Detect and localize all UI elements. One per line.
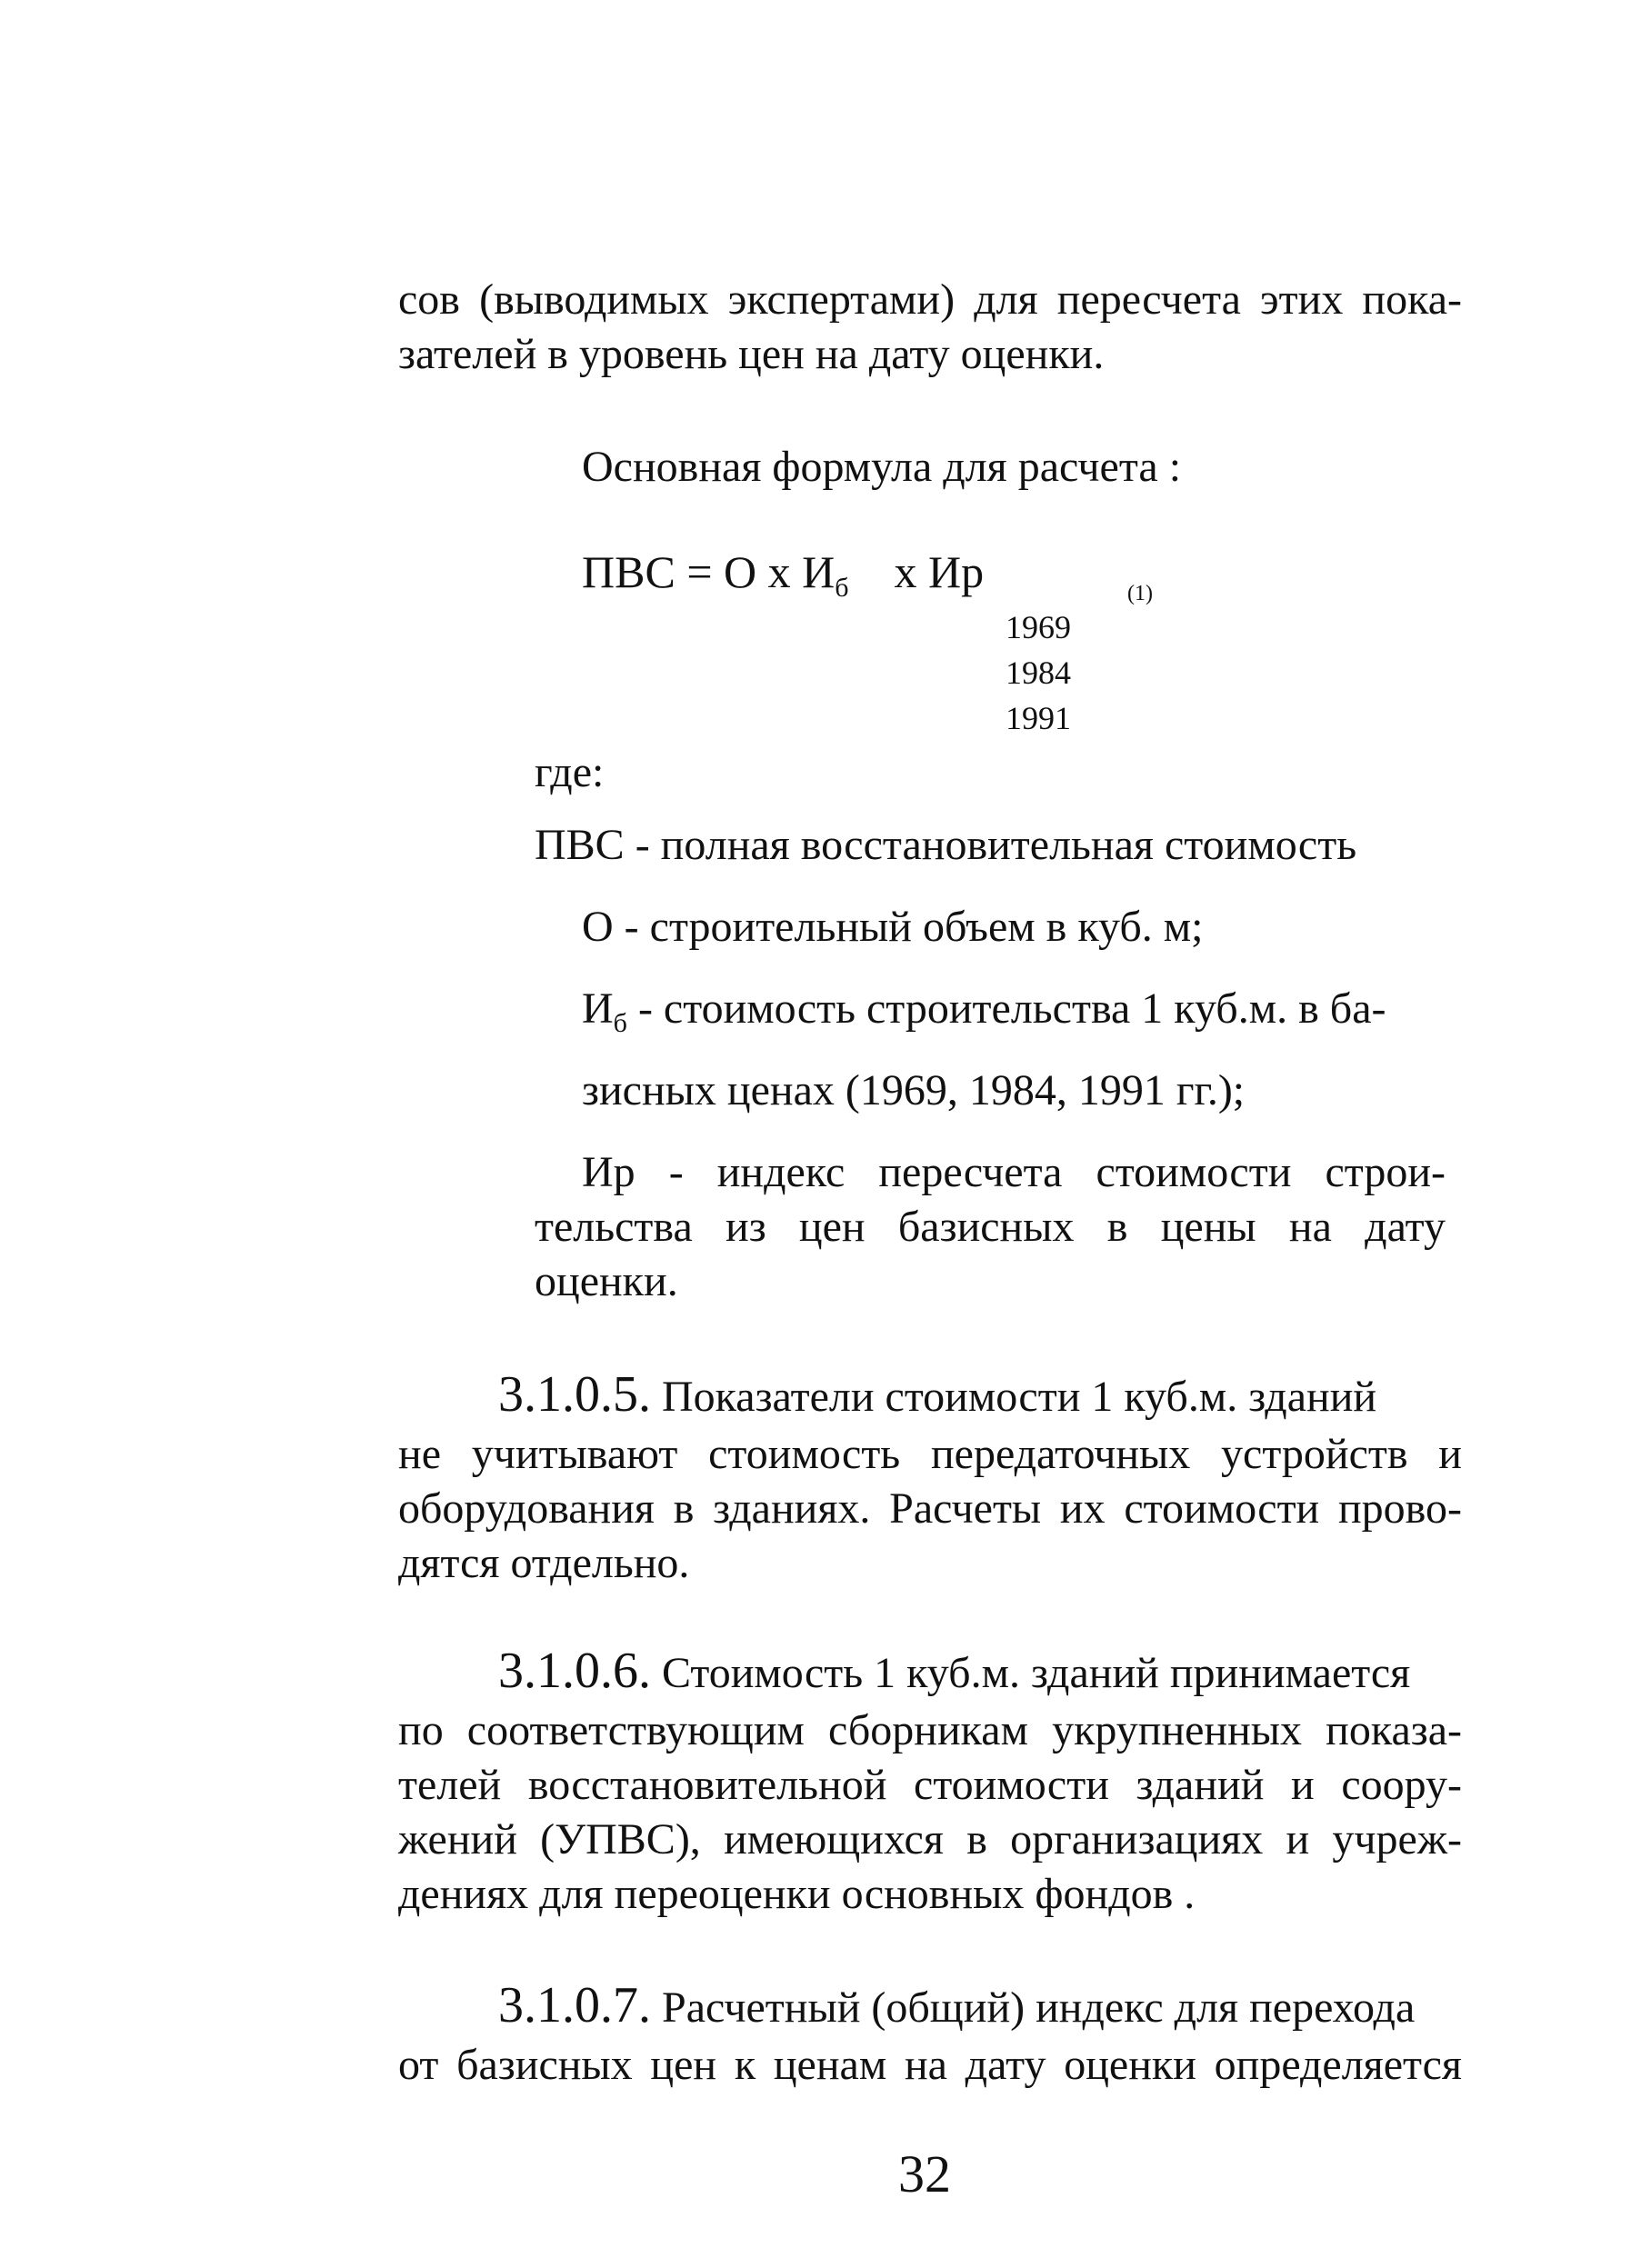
formula-lhs: ПВС <box>582 546 675 597</box>
definition-ib-continuation: зисных ценах (1969, 1984, 1991 гг.); <box>582 1066 1246 1114</box>
formula-year-2: 1984 <box>1006 654 1071 691</box>
paragraph-3-1-0-5-line-4: дятся отдельно. <box>398 1539 690 1587</box>
paragraph-number: 3.1.0.5. <box>498 1366 651 1423</box>
paragraph-3-1-0-6-line-1: 3.1.0.6. Стоимость 1 куб.м. зданий принимается <box>498 1643 1411 1699</box>
paragraph-number: 3.1.0.7. <box>498 1977 651 2033</box>
paragraph-3-1-0-6-line-2: по соответствующим сборникам укрупненных показа- <box>398 1706 1462 1754</box>
formula-year-3: 1991 <box>1006 700 1071 736</box>
paragraph-3-1-0-5-line-3: оборудования в зданиях. Расчеты их стоимости прово- <box>398 1484 1462 1533</box>
formula-eq: = <box>686 546 713 597</box>
paragraph-3-1-0-6-line-3: телей восстановительной стоимости зданий и соору- <box>398 1761 1462 1809</box>
definition-ir-line-1: Ир - индекс пересчета стоимости строи- <box>582 1148 1446 1196</box>
definition-pvs: ПВС - полная восстановительная стоимость <box>535 821 1357 869</box>
paragraph-3-1-0-5-line-1: 3.1.0.5. Показатели стоимости 1 куб.м. зданий <box>498 1366 1377 1423</box>
paragraph-number: 3.1.0.6. <box>498 1643 651 1699</box>
formula-number: (1) <box>1127 582 1153 605</box>
paragraph-3-1-0-5-line-2: не учитывают стоимость передаточных устройств и <box>398 1430 1462 1478</box>
formula-times-2: х <box>894 546 917 597</box>
formula-title: Основная формула для расчета : <box>582 443 1182 491</box>
definition-ib-text: - стоимость строительства 1 куб.м. в ба- <box>626 984 1386 1033</box>
definition-ir-line-3: оценки. <box>535 1257 678 1305</box>
definition-ib-symbol: И <box>582 984 614 1033</box>
definition-ib <box>582 984 1386 1040</box>
formula-times-1: х <box>767 546 791 597</box>
formula-ib-subscript: б <box>835 573 849 603</box>
intro-line-1: сов (выводимых экспертами) для пересчета этих пока- <box>398 275 1462 324</box>
definition-ir-line-2: тельства из цен базисных в цены на дату <box>535 1203 1446 1251</box>
paragraph-3-1-0-6-line-5: дениях для переоценки основных фондов . <box>398 1870 1196 1918</box>
formula-ib: $И_б$ <box>802 546 849 603</box>
paragraph-3-1-0-7-line-1: 3.1.0.7. Расчетный (общий) индекс для перехода <box>498 1977 1416 2033</box>
definition-o: О - строительный объем в куб. м; <box>582 903 1204 951</box>
page-number: 32 <box>898 2144 951 2203</box>
definition-ib-subscript: б <box>613 1008 627 1038</box>
paragraph-3-1-0-7-line-2: от базисных цен к ценам на дату оценки определяется <box>398 2041 1462 2089</box>
paragraph-3-1-0-6-line-4: жений (УПВС), имеющихся в организациях и учреж- <box>398 1815 1462 1863</box>
intro-line-2: зателей в уровень цен на дату оценки. <box>398 330 1105 378</box>
formula-o: О <box>724 546 757 597</box>
where-label: где: <box>535 748 605 796</box>
formula-ir: Ир <box>928 546 985 597</box>
formula <box>582 545 985 603</box>
formula-year-1: 1969 <box>1006 609 1071 645</box>
